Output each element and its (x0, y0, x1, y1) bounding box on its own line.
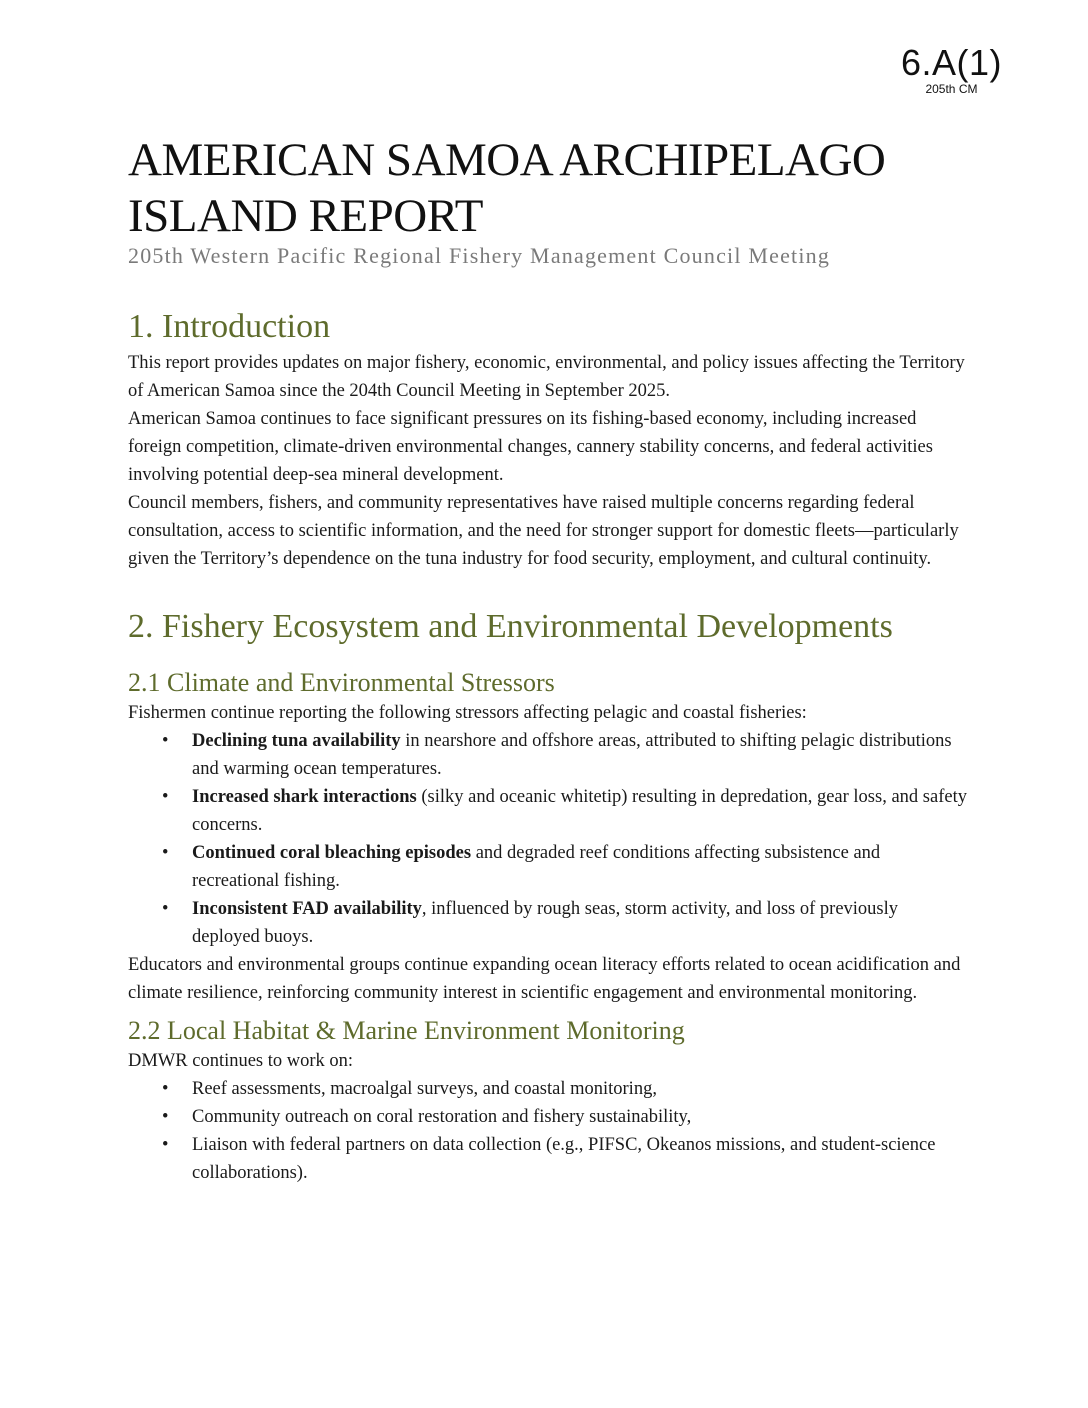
paragraph: Educators and environmental groups continue expanding ocean literacy efforts related to ocean acidification and climate resilience, reinforcing community interest in scientific engagement and environmental monitoring. (128, 955, 961, 1003)
bullet-icon: • (162, 899, 169, 919)
document-body (128, 128, 968, 1187)
item-text: Liaison with federal partners on data collection (e.g., PIFSC, Okeanos missions, and student-science collaborations). (192, 1135, 936, 1183)
agenda-code: 6.A(1) (900, 42, 1002, 83)
item-text: Community outreach on coral restoration and fishery sustainability, (192, 1107, 692, 1127)
paragraph: Council members, fishers, and community representatives have raised multiple concerns regarding federal consultation, access to scientific information, and the need for stronger support for domestic fleets—particularly given the Territory’s dependence on the tuna industry for food security, employment, and cultural continuity. (128, 493, 959, 569)
document-title: AMERICAN SAMOA ARCHIPELAGO ISLAND REPORT (128, 134, 886, 242)
item-text: , influenced by rough seas, storm activity, and loss of previously deployed buoys. (192, 899, 899, 947)
list-item (162, 727, 968, 783)
bullet-icon: • (162, 787, 169, 807)
paragraph: Fishermen continue reporting the following stressors affecting pelagic and coastal fisheries: (128, 703, 807, 723)
document-subtitle: 205th Western Pacific Regional Fishery Management Council Meeting (128, 243, 831, 268)
dmwr-work-list (128, 1075, 968, 1187)
stressor-list (128, 727, 968, 951)
list-item (162, 1075, 968, 1103)
list-item (162, 839, 968, 895)
list-item (162, 1103, 968, 1131)
paragraph: DMWR continues to work on: (128, 1051, 354, 1071)
list-item (162, 1131, 968, 1187)
section-heading-fishery-ecosystem: 2. Fishery Ecosystem and Environmental Developments (128, 608, 893, 645)
bullet-icon: • (162, 1079, 169, 1099)
subsection-heading-climate: 2.1 Climate and Environmental Stressors (128, 668, 555, 697)
item-text: (silky and oceanic whitetip) resulting in depredation, gear loss, and safety concerns. (192, 787, 967, 835)
meeting-label: 205th CM (925, 82, 978, 96)
bullet-icon: • (162, 843, 169, 863)
subsection-heading-habitat-monitoring: 2.2 Local Habitat & Marine Environment Monitoring (128, 1016, 685, 1045)
item-bold: Continued coral bleaching episodes (192, 843, 472, 863)
list-item (162, 783, 968, 839)
item-text: and degraded reef conditions affecting subsistence and recreational fishing. (192, 843, 881, 891)
introduction-body (128, 349, 968, 573)
agenda-tag (901, 44, 1002, 96)
item-bold: Declining tuna availability (192, 731, 401, 751)
bullet-icon: • (162, 1107, 169, 1127)
item-text: Reef assessments, macroalgal surveys, and coastal monitoring, (192, 1079, 657, 1099)
list-item (162, 895, 968, 951)
item-bold: Inconsistent FAD availability (192, 899, 422, 919)
section-heading-introduction: 1. Introduction (128, 308, 331, 345)
paragraph: This report provides updates on major fishery, economic, environmental, and policy issues affecting the Territory of American Samoa since the 204th Council Meeting in September 2025. (128, 353, 965, 401)
item-bold: Increased shark interactions (192, 787, 417, 807)
bullet-icon: • (162, 731, 169, 751)
item-text: in nearshore and offshore areas, attributed to shifting pelagic distributions and warming ocean temperatures. (192, 731, 952, 779)
bullet-icon: • (162, 1135, 169, 1155)
paragraph: American Samoa continues to face significant pressures on its fishing-based economy, including increased foreign competition, climate-driven environmental changes, cannery stability concerns, and federal activities involving potential deep-sea mineral development. (128, 409, 933, 485)
